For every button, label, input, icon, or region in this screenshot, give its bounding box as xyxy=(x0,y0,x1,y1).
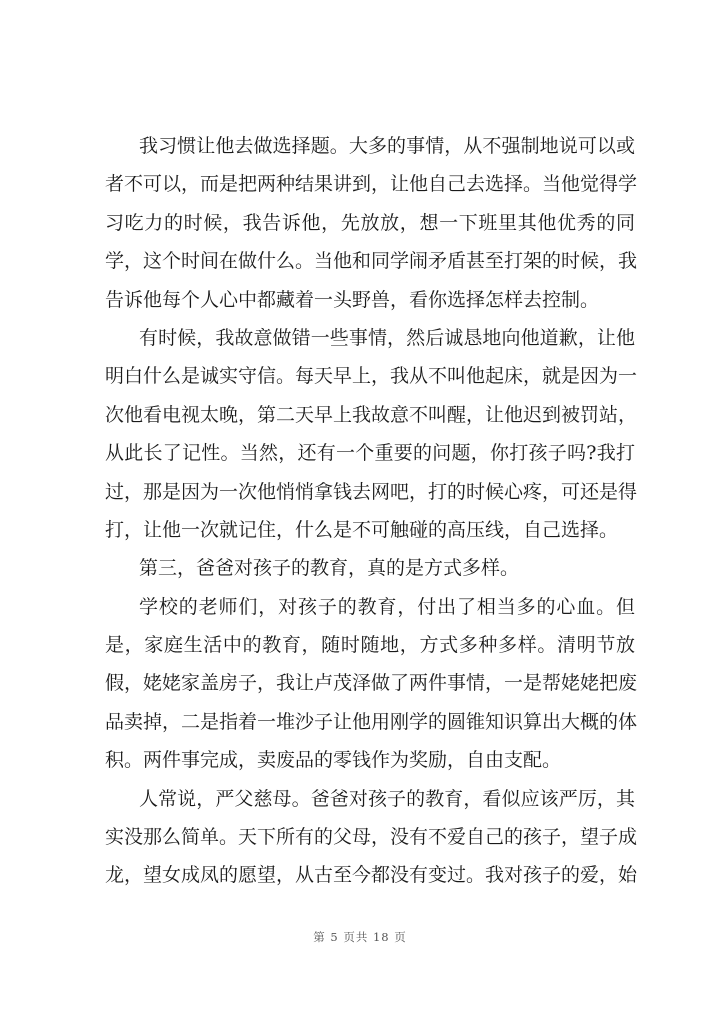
text-line: 人常说，严父慈母。爸爸对孩子的教育，看似应该严厉，其 xyxy=(139,787,635,810)
paragraph xyxy=(105,588,638,780)
document-body xyxy=(105,127,638,895)
text-line: 积。两件事完成，卖废品的零钱作为奖励，自由支配。 xyxy=(105,749,562,772)
page-footer xyxy=(0,929,720,945)
text-line: 告诉他每个人心中都藏着一头野兽，看你选择怎样去控制。 xyxy=(105,288,600,311)
text-line: 从此长了记性。当然，还有一个重要的问题，你打孩子吗?我打 xyxy=(105,442,635,465)
text-line: 明白什么是诚实守信。每天早上，我从不叫他起床，就是因为一 xyxy=(105,365,638,388)
text-line: 是，家庭生活中的教育，随时随地，方式多种多样。清明节放 xyxy=(105,634,635,657)
paragraph xyxy=(105,127,638,319)
text-line: 我习惯让他去做选择题。大多的事情，从不强制地说可以或 xyxy=(139,135,635,157)
text-line: 过，那是因为一次他悄悄拿钱去网吧，打的时候心疼，可还是得 xyxy=(105,480,638,503)
text-line: 实没那么简单。天下所有的父母，没有不爱自己的孩子，望子成 xyxy=(105,826,638,849)
text-line: 次他看电视太晚，第二天早上我故意不叫醒，让他迟到被罚站， xyxy=(105,403,638,426)
text-line: 打，让他一次就记住，什么是不可触碰的高压线，自己选择。 xyxy=(105,518,619,541)
text-line: 习吃力的时候，我告诉他，先放放，想一下班里其他优秀的同 xyxy=(105,211,635,234)
page-number-label: 第 5 页共 18 页 xyxy=(313,930,407,944)
text-line: 有时候，我故意做错一些事情，然后诚恳地向他道歉，让他 xyxy=(139,326,635,349)
text-line: 学，这个时间在做什么。当他和同学闹矛盾甚至打架的时候，我 xyxy=(105,250,638,273)
paragraph xyxy=(105,780,638,895)
text-line: 第三，爸爸对孩子的教育，真的是方式多样。 xyxy=(139,557,520,580)
paragraph xyxy=(105,319,638,549)
text-line: 假，姥姥家盖房子，我让卢茂泽做了两件事情，一是帮姥姥把废 xyxy=(105,672,638,695)
text-line: 品卖掉，二是指着一堆沙子让他用刚学的圆锥知识算出大概的体 xyxy=(105,710,638,733)
paragraph xyxy=(105,549,635,587)
text-line: 龙，望女成凤的愿望，从古至今都没有变过。我对孩子的爱，始 xyxy=(105,864,638,887)
text-line: 者不可以，而是把两种结果讲到，让他自己去选择。当他觉得学 xyxy=(105,173,638,196)
text-line: 学校的老师们，对孩子的教育，付出了相当多的心血。但 xyxy=(139,595,635,618)
